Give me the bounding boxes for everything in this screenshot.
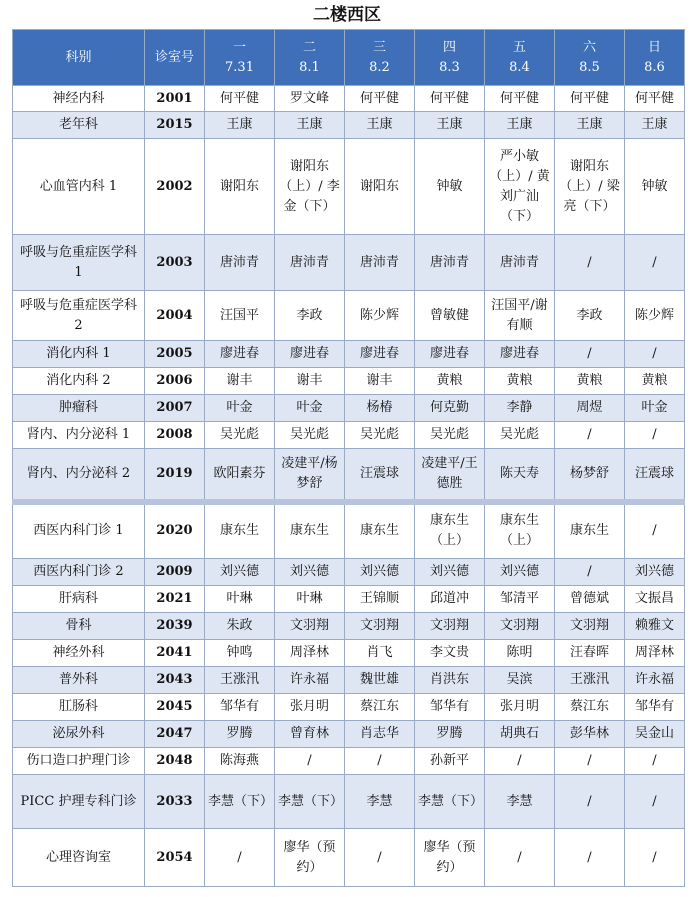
table-row — [13, 395, 685, 422]
doctor-cell: 杨梦舒 — [555, 449, 625, 502]
day-date: 8.6 — [644, 59, 665, 75]
doctor-cell: 文羽翔 — [555, 613, 625, 640]
doctor-cell: 康东生 — [275, 502, 345, 559]
doctor-cell: 曾德斌 — [555, 586, 625, 613]
doctor-cell: 欧阳素芬 — [205, 449, 275, 502]
table-row — [13, 112, 685, 139]
room-cell: 2054 — [145, 829, 205, 887]
table-row — [13, 502, 685, 559]
doctor-cell: 陈天寿 — [485, 449, 555, 502]
table-row — [13, 640, 685, 667]
room-cell: 2002 — [145, 139, 205, 235]
dept-cell: 肿瘤科 — [13, 395, 145, 422]
dept-cell: 神经内科 — [13, 86, 145, 112]
doctor-cell: / — [205, 829, 275, 887]
doctor-cell: 唐沛青 — [415, 235, 485, 291]
table-row — [13, 291, 685, 341]
doctor-cell: 唐沛青 — [485, 235, 555, 291]
doctor-cell: 黄粮 — [415, 368, 485, 395]
doctor-cell: 李静 — [485, 395, 555, 422]
doctor-cell: 谢阳东 — [345, 139, 415, 235]
doctor-cell: 王康 — [625, 112, 685, 139]
header-day — [205, 30, 275, 86]
doctor-cell: 曾敏健 — [415, 291, 485, 341]
doctor-cell: / — [485, 748, 555, 775]
header-day — [275, 30, 345, 86]
dept-cell: 骨科 — [13, 613, 145, 640]
table-row — [13, 586, 685, 613]
doctor-cell: 肖志华 — [345, 721, 415, 748]
room-cell: 2007 — [145, 395, 205, 422]
doctor-cell: 凌建平/杨梦舒 — [275, 449, 345, 502]
doctor-cell: 李慧（下） — [205, 775, 275, 829]
day-date: 8.5 — [579, 59, 600, 75]
room-cell: 2009 — [145, 559, 205, 586]
table-row — [13, 694, 685, 721]
table-row — [13, 748, 685, 775]
day-date: 7.31 — [225, 59, 254, 75]
doctor-cell: 黄粮 — [485, 368, 555, 395]
page-title: 二楼西区 — [313, 5, 381, 25]
doctor-cell: 肖飞 — [345, 640, 415, 667]
doctor-cell: 汪国平 — [205, 291, 275, 341]
schedule-table — [12, 29, 685, 887]
room-cell: 2015 — [145, 112, 205, 139]
doctor-cell: 谢丰 — [275, 368, 345, 395]
doctor-cell: 严小敏（上）/ 黄刘广汕（下） — [485, 139, 555, 235]
doctor-cell: 肖洪东 — [415, 667, 485, 694]
table-row — [13, 341, 685, 368]
doctor-cell: / — [555, 775, 625, 829]
doctor-cell: 叶金 — [205, 395, 275, 422]
day-date: 8.4 — [509, 59, 530, 75]
doctor-cell: 谢阳东（上）/ 梁亮（下） — [555, 139, 625, 235]
doctor-cell: 李慧 — [345, 775, 415, 829]
doctor-cell: 康东生（上） — [485, 502, 555, 559]
doctor-cell: 吴光彪 — [275, 422, 345, 449]
doctor-cell: 刘兴德 — [485, 559, 555, 586]
doctor-cell: 魏世雄 — [345, 667, 415, 694]
dept-cell: 肾内、内分泌科 2 — [13, 449, 145, 502]
doctor-cell: 周泽林 — [275, 640, 345, 667]
room-cell: 2021 — [145, 586, 205, 613]
doctor-cell: 朱政 — [205, 613, 275, 640]
doctor-cell: 谢阳东（上）/ 李金（下） — [275, 139, 345, 235]
doctor-cell: 叶金 — [275, 395, 345, 422]
doctor-cell: / — [555, 341, 625, 368]
dept-cell: 老年科 — [13, 112, 145, 139]
doctor-cell: / — [625, 422, 685, 449]
dept-cell: 肝病科 — [13, 586, 145, 613]
table-row — [13, 559, 685, 586]
doctor-cell: 叶金 — [625, 395, 685, 422]
header-day — [415, 30, 485, 86]
table-row — [13, 775, 685, 829]
doctor-cell: 王康 — [485, 112, 555, 139]
doctor-cell: 王康 — [205, 112, 275, 139]
doctor-cell: 陈少辉 — [625, 291, 685, 341]
doctor-cell: 黄粮 — [625, 368, 685, 395]
doctor-cell: 康东生 — [345, 502, 415, 559]
room-cell: 2047 — [145, 721, 205, 748]
doctor-cell: 文羽翔 — [415, 613, 485, 640]
doctor-cell: / — [625, 235, 685, 291]
table-row — [13, 139, 685, 235]
doctor-cell: / — [555, 829, 625, 887]
header-dept: 科别 — [13, 30, 145, 86]
doctor-cell: 康东生 — [205, 502, 275, 559]
doctor-cell: 唐沛青 — [275, 235, 345, 291]
doctor-cell: 李慧 — [485, 775, 555, 829]
doctor-cell: 吴滨 — [485, 667, 555, 694]
doctor-cell: 王康 — [415, 112, 485, 139]
day-name: 一 — [232, 39, 246, 55]
doctor-cell: 邹华有 — [205, 694, 275, 721]
header-room: 诊室号 — [145, 30, 205, 86]
doctor-cell: 何克勤 — [415, 395, 485, 422]
room-cell: 2001 — [145, 86, 205, 112]
doctor-cell: 罗文峰 — [275, 86, 345, 112]
day-name: 日 — [647, 39, 661, 55]
room-cell: 2003 — [145, 235, 205, 291]
doctor-cell: 王涨汛 — [205, 667, 275, 694]
doctor-cell: / — [485, 829, 555, 887]
doctor-cell: 叶琳 — [275, 586, 345, 613]
doctor-cell: 张月明 — [485, 694, 555, 721]
doctor-cell: 钟鸣 — [205, 640, 275, 667]
doctor-cell: 曾育林 — [275, 721, 345, 748]
doctor-cell: 文振昌 — [625, 586, 685, 613]
doctor-cell: 吴光彪 — [205, 422, 275, 449]
doctor-cell: 廖进春 — [415, 341, 485, 368]
dept-cell: 普外科 — [13, 667, 145, 694]
room-cell: 2039 — [145, 613, 205, 640]
doctor-cell: 吴金山 — [625, 721, 685, 748]
doctor-cell: 李文贵 — [415, 640, 485, 667]
doctor-cell: 王康 — [275, 112, 345, 139]
doctor-cell: 汪震球 — [345, 449, 415, 502]
room-cell: 2041 — [145, 640, 205, 667]
doctor-cell: 李慧（下） — [275, 775, 345, 829]
room-cell: 2033 — [145, 775, 205, 829]
doctor-cell: 罗腾 — [415, 721, 485, 748]
doctor-cell: 王涨汛 — [555, 667, 625, 694]
header-day — [345, 30, 415, 86]
doctor-cell: 罗腾 — [205, 721, 275, 748]
doctor-cell: 何平健 — [205, 86, 275, 112]
doctor-cell: / — [625, 341, 685, 368]
doctor-cell: 何平健 — [625, 86, 685, 112]
room-cell: 2005 — [145, 341, 205, 368]
day-name: 四 — [442, 39, 456, 55]
table-row — [13, 613, 685, 640]
doctor-cell: 李慧（下） — [415, 775, 485, 829]
day-name: 二 — [302, 39, 316, 55]
table-row — [13, 235, 685, 291]
doctor-cell: 邹清平 — [485, 586, 555, 613]
day-name: 六 — [582, 39, 596, 55]
dept-cell: 呼吸与危重症医学科 2 — [13, 291, 145, 341]
doctor-cell: 赖雅文 — [625, 613, 685, 640]
header-day — [485, 30, 555, 86]
doctor-cell: 黄粮 — [555, 368, 625, 395]
doctor-cell: / — [625, 502, 685, 559]
doctor-cell: 何平健 — [485, 86, 555, 112]
doctor-cell: 李政 — [275, 291, 345, 341]
table-row — [13, 449, 685, 502]
dept-cell: 心血管内科 1 — [13, 139, 145, 235]
doctor-cell: 王康 — [555, 112, 625, 139]
doctor-cell: 蔡江东 — [345, 694, 415, 721]
doctor-cell: 凌建平/王德胜 — [415, 449, 485, 502]
dept-cell: 消化内科 1 — [13, 341, 145, 368]
doctor-cell: 吴光彪 — [485, 422, 555, 449]
doctor-cell: 文羽翔 — [275, 613, 345, 640]
doctor-cell: / — [555, 748, 625, 775]
doctor-cell: 钟敏 — [415, 139, 485, 235]
doctor-cell: 杨椿 — [345, 395, 415, 422]
doctor-cell: 廖进春 — [485, 341, 555, 368]
doctor-cell: 许永福 — [625, 667, 685, 694]
doctor-cell: 蔡江东 — [555, 694, 625, 721]
room-cell: 2043 — [145, 667, 205, 694]
doctor-cell: / — [345, 829, 415, 887]
doctor-cell: 许永福 — [275, 667, 345, 694]
doctor-cell: 邱道冲 — [415, 586, 485, 613]
dept-cell: 心理咨询室 — [13, 829, 145, 887]
doctor-cell: 邹华有 — [625, 694, 685, 721]
doctor-cell: / — [555, 422, 625, 449]
doctor-cell: 刘兴德 — [275, 559, 345, 586]
dept-cell: 肾内、内分泌科 1 — [13, 422, 145, 449]
table-row — [13, 829, 685, 887]
doctor-cell: 唐沛青 — [205, 235, 275, 291]
day-date: 8.3 — [439, 59, 460, 75]
doctor-cell: 邹华有 — [415, 694, 485, 721]
doctor-cell: 王锦顺 — [345, 586, 415, 613]
doctor-cell: 彭华林 — [555, 721, 625, 748]
doctor-cell: / — [275, 748, 345, 775]
doctor-cell: / — [625, 829, 685, 887]
header-day — [555, 30, 625, 86]
doctor-cell: 廖进春 — [275, 341, 345, 368]
doctor-cell: 谢丰 — [345, 368, 415, 395]
doctor-cell: 唐沛青 — [345, 235, 415, 291]
doctor-cell: 刘兴德 — [625, 559, 685, 586]
room-cell: 2008 — [145, 422, 205, 449]
header-row — [13, 30, 685, 86]
doctor-cell: / — [555, 235, 625, 291]
table-row — [13, 667, 685, 694]
doctor-cell: 叶琳 — [205, 586, 275, 613]
dept-cell: 肛肠科 — [13, 694, 145, 721]
day-name: 三 — [372, 39, 386, 55]
table-row — [13, 368, 685, 395]
doctor-cell: / — [345, 748, 415, 775]
doctor-cell: 刘兴德 — [345, 559, 415, 586]
dept-cell: 神经外科 — [13, 640, 145, 667]
table-row — [13, 422, 685, 449]
dept-cell: 泌尿外科 — [13, 721, 145, 748]
doctor-cell: 周煜 — [555, 395, 625, 422]
room-cell: 2019 — [145, 449, 205, 502]
doctor-cell: 谢阳东 — [205, 139, 275, 235]
room-cell: 2045 — [145, 694, 205, 721]
room-cell: 2004 — [145, 291, 205, 341]
dept-cell: 西医内科门诊 1 — [13, 502, 145, 559]
doctor-cell: 汪国平/谢有顺 — [485, 291, 555, 341]
day-date: 8.2 — [369, 59, 390, 75]
doctor-cell: 廖进春 — [205, 341, 275, 368]
doctor-cell: 谢丰 — [205, 368, 275, 395]
doctor-cell: 文羽翔 — [345, 613, 415, 640]
doctor-cell: 陈海燕 — [205, 748, 275, 775]
doctor-cell: 陈少辉 — [345, 291, 415, 341]
doctor-cell: 周泽林 — [625, 640, 685, 667]
doctor-cell: / — [555, 559, 625, 586]
doctor-cell: 吴光彪 — [415, 422, 485, 449]
doctor-cell: 康东生 — [555, 502, 625, 559]
doctor-cell: 王康 — [345, 112, 415, 139]
doctor-cell: 汪春晖 — [555, 640, 625, 667]
dept-cell: 西医内科门诊 2 — [13, 559, 145, 586]
day-date: 8.1 — [299, 59, 320, 75]
doctor-cell: 文羽翔 — [485, 613, 555, 640]
doctor-cell: 何平健 — [415, 86, 485, 112]
room-cell: 2048 — [145, 748, 205, 775]
room-cell: 2006 — [145, 368, 205, 395]
doctor-cell: 廖华（预约） — [275, 829, 345, 887]
dept-cell: 伤口造口护理门诊 — [13, 748, 145, 775]
doctor-cell: 张月明 — [275, 694, 345, 721]
doctor-cell: 康东生（上） — [415, 502, 485, 559]
doctor-cell: 刘兴德 — [415, 559, 485, 586]
doctor-cell: 胡典石 — [485, 721, 555, 748]
doctor-cell: 廖进春 — [345, 341, 415, 368]
doctor-cell: 何平健 — [345, 86, 415, 112]
doctor-cell: 何平健 — [555, 86, 625, 112]
doctor-cell: 钟敏 — [625, 139, 685, 235]
room-cell: 2020 — [145, 502, 205, 559]
doctor-cell: 廖华（预约） — [415, 829, 485, 887]
doctor-cell: 吴光彪 — [345, 422, 415, 449]
table-row — [13, 86, 685, 112]
doctor-cell: 陈明 — [485, 640, 555, 667]
dept-cell: 呼吸与危重症医学科 1 — [13, 235, 145, 291]
day-name: 五 — [512, 39, 526, 55]
doctor-cell: 李政 — [555, 291, 625, 341]
doctor-cell: 刘兴德 — [205, 559, 275, 586]
dept-cell: PICC 护理专科门诊 — [13, 775, 145, 829]
table-row — [13, 721, 685, 748]
doctor-cell: 汪震球 — [625, 449, 685, 502]
doctor-cell: / — [625, 748, 685, 775]
doctor-cell: / — [625, 775, 685, 829]
doctor-cell: 孙新平 — [415, 748, 485, 775]
header-day — [625, 30, 685, 86]
dept-cell: 消化内科 2 — [13, 368, 145, 395]
